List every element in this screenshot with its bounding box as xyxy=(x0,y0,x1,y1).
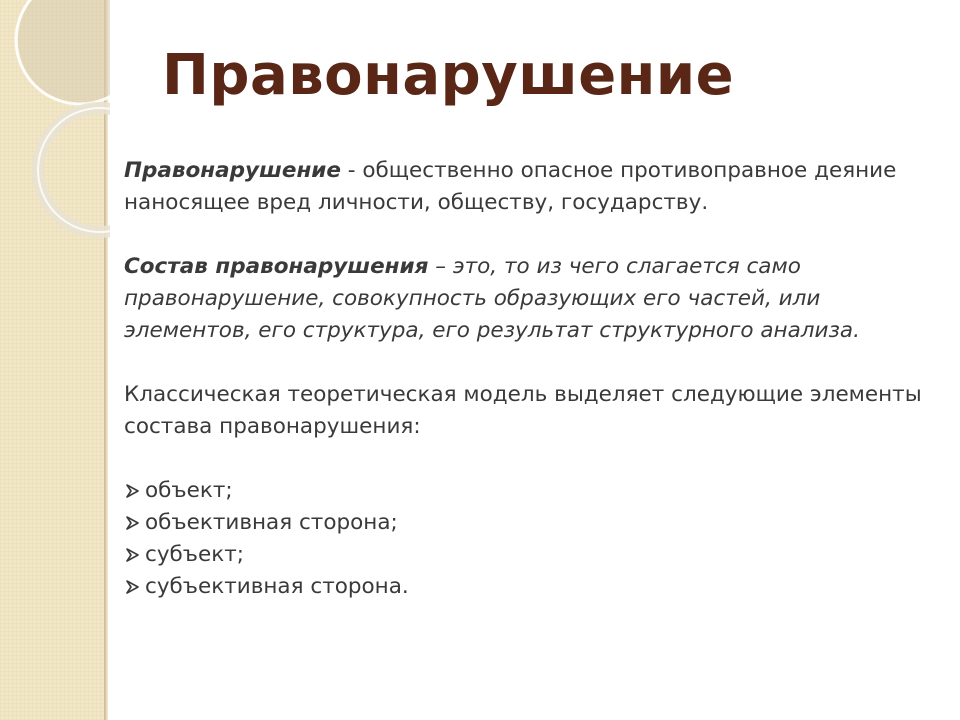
definition-text: - общественно опасное противоправное деяние наносящее вред личности, обществу, государству. xyxy=(124,158,897,215)
composition-term: Состав правонарушения xyxy=(124,254,429,279)
list-item-subjective-side xyxy=(124,571,924,603)
list-item-label: субъект; xyxy=(145,542,244,567)
decorative-ring xyxy=(38,108,110,232)
spacer xyxy=(124,347,924,379)
decorative-circle-filled xyxy=(18,0,110,104)
spacer xyxy=(124,443,924,475)
list-item-label: субъективная сторона. xyxy=(145,574,409,599)
list-item-objective-side xyxy=(124,507,924,539)
slide-body xyxy=(124,155,924,603)
arrow-bullet-icon xyxy=(124,578,142,596)
arrow-bullet-icon xyxy=(124,514,142,532)
model-intro-paragraph: Классическая теоретическая модель выделяет следующие элементы состава правонарушения: xyxy=(124,382,922,439)
list-item-subject xyxy=(124,539,924,571)
arrow-bullet-icon xyxy=(124,546,142,564)
arrow-bullet-icon xyxy=(124,482,142,500)
definition-paragraph xyxy=(124,155,924,219)
composition-text: – это, то из чего слагается само правонарушение, совокупность образующих его частей, или элементов, его структура, его результат структурного анализа. xyxy=(124,254,860,343)
slide-title: Правонарушение xyxy=(162,43,735,108)
spacer xyxy=(124,219,924,251)
composition-paragraph xyxy=(124,251,924,347)
list-item-label: объект; xyxy=(145,478,233,503)
list-item-label: объективная сторона; xyxy=(145,510,398,535)
definition-term: Правонарушение xyxy=(124,158,341,183)
decorative-circles xyxy=(0,0,110,240)
list-item-object xyxy=(124,475,924,507)
